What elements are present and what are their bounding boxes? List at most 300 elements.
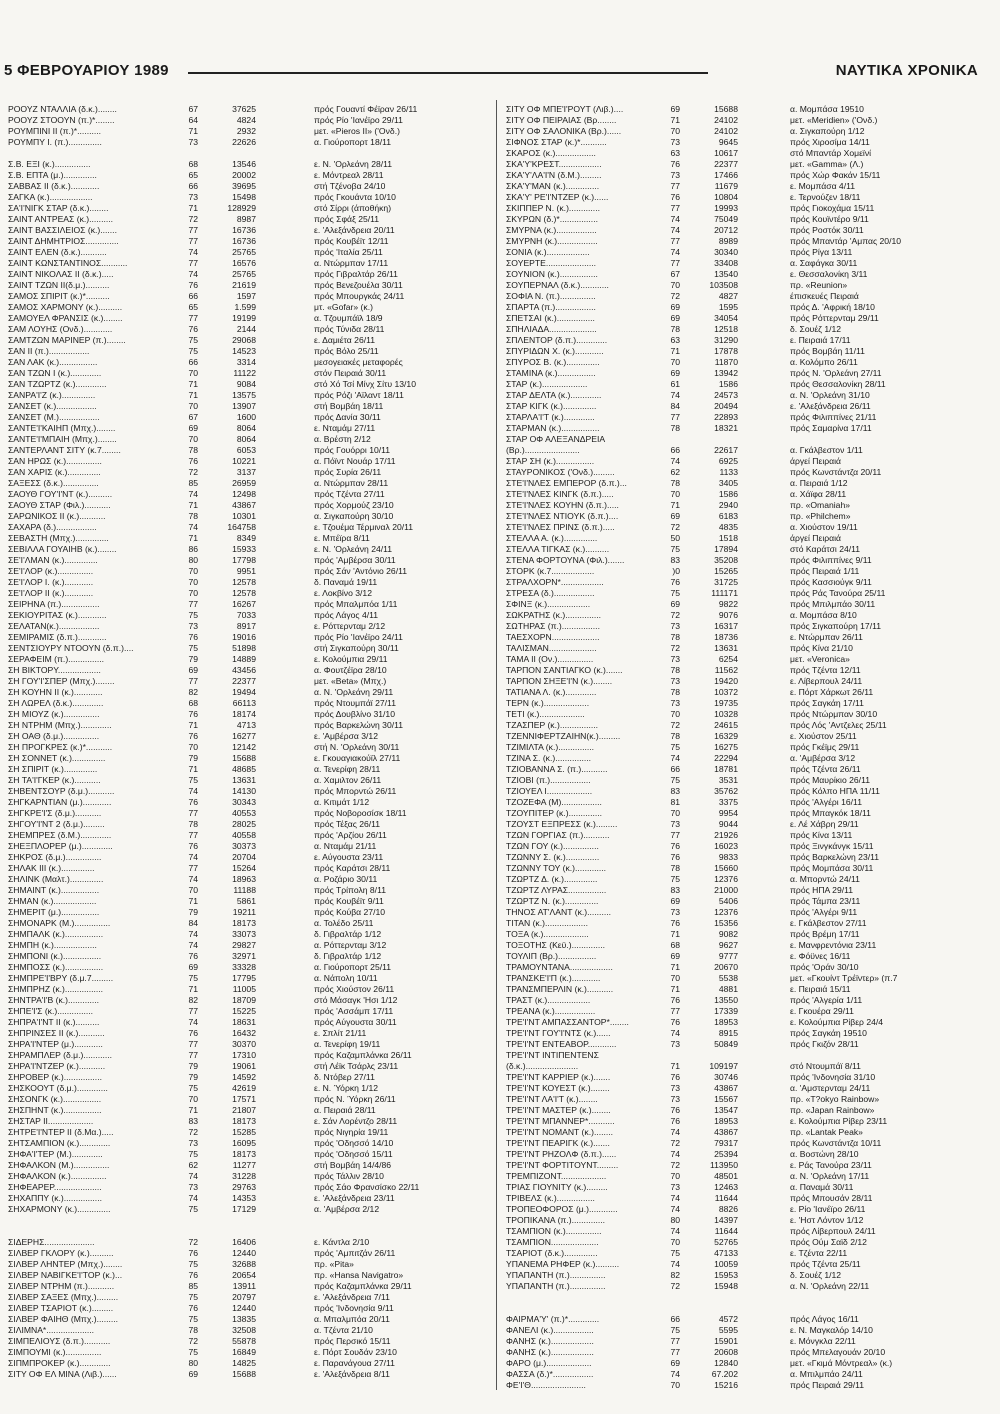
build-year: 74 — [670, 214, 680, 224]
build-year: 76 — [670, 1017, 680, 1027]
tonnage: 12518 — [714, 324, 738, 334]
tonnage: 22893 — [714, 412, 738, 422]
destination: πρός Μπαγκόκ 18/11 — [790, 808, 871, 818]
ship-row — [506, 841, 996, 852]
build-year: 73 — [670, 621, 680, 631]
ship-row — [506, 170, 996, 181]
tonnage: 20654 — [232, 1270, 256, 1280]
tonnage: 16406 — [232, 1237, 256, 1247]
destination: ε. Γκουαγιακούϊλ 27/11 — [314, 753, 401, 763]
ship-name: ΤΡΑΝΣΜΠΕΡΛΙΝ (κ.)........... — [506, 984, 614, 994]
ship-row — [8, 588, 488, 599]
tonnage: 11644 — [714, 1226, 738, 1236]
build-year: 73 — [188, 137, 198, 147]
ship-row — [8, 423, 488, 434]
ship-row — [8, 324, 488, 335]
tonnage: 8915 — [718, 1028, 738, 1038]
destination: μετ. «Meridien» ('Ονδ.) — [790, 115, 878, 125]
tonnage: 9645 — [718, 137, 738, 147]
ship-row — [8, 390, 488, 401]
ship-name: ΣΕΙΡΗΝΑ (π.)................ — [8, 599, 100, 609]
ship-name: ΣΟΥΠΕΡΝΑΛ (δ.κ.)............ — [506, 280, 609, 290]
build-year: 78 — [670, 423, 680, 433]
destination: πρός 'Αλγέρι 9/11 — [790, 907, 858, 917]
build-year: 75 — [188, 1204, 198, 1214]
destination: στή Βομβάη 14/4/86 — [314, 1160, 392, 1170]
tonnage: 35208 — [714, 555, 738, 565]
ship-row — [8, 995, 488, 1006]
build-year: 71 — [188, 896, 198, 906]
tonnage: 15688 — [232, 753, 256, 763]
build-year: 65 — [188, 302, 198, 312]
ship-name: ΣΑΝΤΕΡΛΑΝΤ ΣΙΤΥ (κ.7........ — [8, 445, 121, 455]
ship-row — [506, 1105, 996, 1116]
ship-name: ΣΙΛΒΕΡ ΤΣΑΡΙΟΤ (κ.)......... — [8, 1303, 114, 1313]
ship-name: ΤΖΩΝΝΥ ΤΟΥ (κ.)............. — [506, 863, 607, 873]
ship-name: ΣΕ'Ι'ΛΜΑΝ (κ.).............. — [8, 555, 98, 565]
destination: πρός Λίβερπουλ 24/11 — [790, 1226, 876, 1236]
tonnage: 14353 — [232, 1193, 256, 1203]
ship-row — [8, 1127, 488, 1138]
build-year: 74 — [670, 1259, 680, 1269]
ship-name: ΣΠΛΕΝΤΟΡ (δ.π.)............. — [506, 335, 608, 345]
tonnage: 18953 — [714, 1116, 738, 1126]
build-year: 77 — [670, 830, 680, 840]
ship-row — [8, 907, 488, 918]
ship-row — [506, 962, 996, 973]
ship-row — [506, 1028, 996, 1039]
destination: ε. Νταμάμ 27/11 — [314, 423, 376, 433]
build-year: 69 — [188, 1369, 198, 1379]
ship-row — [8, 951, 488, 962]
ship-row — [506, 511, 996, 522]
ship-row — [8, 467, 488, 478]
build-year: 78 — [670, 632, 680, 642]
ship-row — [8, 841, 488, 852]
section-spacer — [8, 148, 488, 159]
destination: ε. Τερνούζεν 18/11 — [790, 192, 861, 202]
ship-name: ΤΡΕ'Ι'ΝΤ ΕΝΤΕΑΒΟΡ............ — [506, 1039, 617, 1049]
tonnage: 51898 — [232, 643, 256, 653]
destination: ε. Πόρτ Σουδάν 23/10 — [314, 1347, 397, 1357]
ship-row — [506, 863, 996, 874]
tonnage: 42619 — [232, 1083, 256, 1093]
build-year: 75 — [188, 1149, 198, 1159]
build-year: 73 — [670, 907, 680, 917]
ship-row — [506, 775, 996, 786]
tonnage: 22377 — [714, 159, 738, 169]
ship-name: ΤΖΙΟΒΑΝΝΑ Σ. (π.)........... — [506, 764, 608, 774]
ship-name: ΣΑΙΝΤ ΚΩΝΣΤΑΝΤΙΝΟΣ........... — [8, 258, 128, 268]
tonnage: 18173 — [232, 1149, 256, 1159]
destination: πρός Νοβοροσίσκ 18/11 — [314, 808, 407, 818]
ship-row — [8, 1072, 488, 1083]
ship-row — [8, 478, 488, 489]
build-year: 77 — [188, 830, 198, 840]
build-year: 65 — [188, 170, 198, 180]
build-year: 76 — [188, 632, 198, 642]
ship-name: ΣΑΝ ΛΑΚ (κ.)................ — [8, 357, 98, 367]
ship-name: ΤΡΕ'Ι'ΝΤ ΦΟΡΤΙΤΟΥΝΤ......... — [506, 1160, 619, 1170]
ship-row — [506, 786, 996, 797]
tonnage: 2144 — [236, 324, 256, 334]
ship-row — [506, 654, 996, 665]
tonnage: 22626 — [232, 137, 256, 147]
tonnage: 13835 — [232, 1314, 256, 1324]
tonnage: 9627 — [718, 940, 738, 950]
tonnage: 25394 — [714, 1149, 738, 1159]
build-year: 70 — [670, 709, 680, 719]
destination: α. Τζουμπάϊλ 18/9 — [314, 313, 383, 323]
build-year: 66 — [188, 291, 198, 301]
destination: πρός Κουβέϊτ 12/11 — [314, 236, 389, 246]
ship-row — [506, 390, 996, 401]
destination: ε. Πειραιά 17/11 — [790, 335, 851, 345]
ship-name: ΣΑΝΣΕΤ (Μ.)................. — [8, 412, 100, 422]
destination: πρός Ροστόκ 30/11 — [790, 225, 864, 235]
ship-row — [8, 236, 488, 247]
build-year: 69 — [670, 896, 680, 906]
build-year: 70 — [670, 973, 680, 983]
tonnage: 30373 — [232, 841, 256, 851]
destination: πρός Συρία 26/11 — [314, 467, 382, 477]
ship-row — [8, 775, 488, 786]
tonnage: 13546 — [232, 159, 256, 169]
tonnage: 39695 — [232, 181, 256, 191]
destination: ε. Σάν Λορέντζο 28/11 — [314, 1116, 398, 1126]
destination: α. Γιούροπορτ 18/11 — [314, 137, 392, 147]
build-year: 77 — [188, 1006, 198, 1016]
destination: στό Χό Τσί Μίνχ Σίτυ 13/10 — [314, 379, 416, 389]
ship-name: ΣΟΥΝΙΟΝ (κ.)................ — [506, 269, 598, 279]
ship-row — [506, 1061, 996, 1072]
ship-row — [8, 1083, 488, 1094]
tonnage: 16576 — [232, 258, 256, 268]
build-year: 73 — [670, 698, 680, 708]
ship-name: ΦΑΝΗΣ (κ.).................. — [506, 1347, 594, 1357]
ship-row — [506, 1215, 996, 1226]
ship-row — [506, 731, 996, 742]
tonnage: 10328 — [714, 709, 738, 719]
tonnage: 30370 — [232, 1039, 256, 1049]
destination: δ. Σουέζ 1/12 — [790, 1270, 842, 1280]
tonnage: 19199 — [232, 313, 256, 323]
ship-row — [506, 1248, 996, 1259]
build-year: 67 — [188, 412, 198, 422]
tonnage: 1595 — [718, 302, 738, 312]
build-year: 76 — [670, 192, 680, 202]
destination: ε. Πειραιά 15/11 — [790, 984, 851, 994]
ship-name: ΣΕ'Ι'ΛΟΡ (κ.)............... — [8, 566, 94, 576]
tonnage: 17129 — [232, 1204, 256, 1214]
build-year: 74 — [188, 929, 198, 939]
ship-name: ΣΤΕ'Ι'ΝΛΕΣ ΚΙΝΓΚ (δ.π.)..... — [506, 489, 614, 499]
tonnage: 164758 — [227, 522, 256, 532]
build-year: 72 — [670, 522, 680, 532]
ship-name: ΤΙΤΑΝ (κ.).................. — [506, 918, 588, 928]
tonnage: 18963 — [232, 874, 256, 884]
destination: πρός 'Αμβέρσα 30/11 — [314, 555, 396, 565]
destination: πρός Σάο Φρανσίσκο 22/11 — [314, 1182, 420, 1192]
tonnage: 128929 — [227, 203, 256, 213]
build-year: 77 — [188, 1050, 198, 1060]
ship-row — [506, 181, 996, 192]
destination: ε. Μόνγκλα 22/11 — [790, 1336, 856, 1346]
destination: ε. Σπλίτ 21/11 — [314, 1028, 367, 1038]
destination: δ. Σουέζ 1/12 — [790, 324, 842, 334]
build-year: 69 — [670, 368, 680, 378]
destination: πρός Μαυρίκιο 26/11 — [790, 775, 870, 785]
ship-name: ΣΗΠΡΙΝΣΕΣ II (κ.)........... — [8, 1028, 105, 1038]
tonnage: 21926 — [714, 830, 738, 840]
ship-name: ΣΑΞΕΣΣ (δ.κ.)............... — [8, 478, 99, 488]
tonnage: 8987 — [236, 214, 256, 224]
build-year: 66 — [670, 764, 680, 774]
build-year: 75 — [670, 588, 680, 598]
ship-row — [8, 918, 488, 929]
build-year: 74 — [188, 1017, 198, 1027]
ship-row — [8, 1149, 488, 1160]
build-year: 73 — [670, 1083, 680, 1093]
build-year: 79 — [188, 1061, 198, 1071]
destination: πρός Ούμ Σαϊδ 2/12 — [790, 1237, 867, 1247]
tonnage: 6053 — [236, 445, 256, 455]
ship-row — [8, 665, 488, 676]
ship-name: ΤΗΝΟΣ ΑΤ'ΛΑΝΤ (κ.).......... — [506, 907, 611, 917]
destination: στό Μπαντάρ Χομεϊνί — [790, 148, 872, 158]
build-year: 77 — [670, 236, 680, 246]
build-year: 71 — [188, 500, 198, 510]
ship-name: ΣΑΧΑΡΑ (δ.)................. — [8, 522, 97, 532]
ship-name: ΤΣΑΜΠΙΟΝ (κ.)............... — [506, 1226, 602, 1236]
section-spacer — [506, 1303, 996, 1314]
ship-row — [8, 170, 488, 181]
ship-name: ΣΗΜΑΝ (κ.).................. — [8, 896, 97, 906]
tonnage: 35762 — [714, 786, 738, 796]
tonnage: 19735 — [714, 698, 738, 708]
destination: πρός Σαγκάη 19510 — [790, 1028, 867, 1038]
destination: α. Βρέστη 2/12 — [314, 434, 371, 444]
destination: ε. 'Ηστ Λόντον 1/12 — [790, 1215, 864, 1225]
tonnage: 11870 — [714, 357, 738, 367]
tonnage: 16095 — [232, 1138, 256, 1148]
ship-row — [8, 566, 488, 577]
destination: πρός Βενεζουέλα 30/11 — [314, 280, 403, 290]
tonnage: 12440 — [232, 1303, 256, 1313]
destination: πρός Μπουργκάς 24/11 — [314, 291, 405, 301]
build-year: 72 — [188, 1336, 198, 1346]
ship-name: ΤΡΟΠΙΚΑΝΑ (π.).............. — [506, 1215, 606, 1225]
build-year: 74 — [670, 390, 680, 400]
ship-name: ΤΟΥΛΙΠ (Βρ.)................ — [506, 951, 597, 961]
ship-name: ΤΖΟΥΠΙΤΕΡ (κ.).............. — [506, 808, 603, 818]
destination: ε. 'Αλεξάνδρεια 23/11 — [314, 1193, 395, 1203]
ship-name: ΤΑΛΙΣΜΑΝ.................... — [506, 643, 597, 653]
tonnage: 113950 — [709, 1160, 738, 1170]
destination: πρός Βόλο 25/11 — [314, 346, 379, 356]
tonnage: 7033 — [236, 610, 256, 620]
ship-row — [506, 1138, 996, 1149]
tonnage: 9076 — [718, 610, 738, 620]
build-year: 72 — [188, 214, 198, 224]
build-year: 73 — [670, 1182, 680, 1192]
tonnage: 12376 — [714, 874, 738, 884]
build-year: 63 — [670, 148, 680, 158]
ship-name: ΣΑΓΚΑ (κ.).................. — [8, 192, 93, 202]
ship-row — [8, 511, 488, 522]
ship-row — [506, 797, 996, 808]
build-year: 76 — [188, 1248, 198, 1258]
ship-row — [506, 951, 996, 962]
ship-name: ΣΗΦΑΛΚΟΝ (Μ.)............... — [8, 1160, 110, 1170]
build-year: 64 — [188, 115, 198, 125]
tonnage: 20797 — [232, 1292, 256, 1302]
build-year: 69 — [670, 302, 680, 312]
ship-name: ΣΗ ΝΤΡΗΜ (Μπχ.)............. — [8, 720, 112, 730]
ship-name: ΤΟΞΑ (κ.)................... — [506, 929, 589, 939]
tonnage: 9954 — [718, 808, 738, 818]
build-year: 76 — [670, 1116, 680, 1126]
build-year: 83 — [670, 786, 680, 796]
ship-row — [506, 335, 996, 346]
tonnage: 17894 — [714, 544, 738, 554]
ship-name: ΣΤΡΕΣΑ (δ.)................. — [506, 588, 595, 598]
tonnage: 10301 — [232, 511, 256, 521]
ship-name: ΣΗΒΕΝΤΣΟΥΡ (δ.μ.)........... — [8, 786, 115, 796]
ship-row — [8, 1193, 488, 1204]
build-year: 77 — [670, 258, 680, 268]
build-year: 84 — [670, 401, 680, 411]
tonnage: 109197 — [709, 1061, 738, 1071]
tonnage: 15216 — [714, 1380, 738, 1390]
ship-name: ΤΑΡΠΟΝ ΣΗΞΕ'Ι'Ν (κ.)........ — [506, 676, 613, 686]
tonnage: 3137 — [236, 467, 256, 477]
destination: ε. Δαμιέτα 26/11 — [314, 335, 376, 345]
tonnage: 11005 — [232, 984, 256, 994]
destination: πρός Γουαντί Φέϊραν 26/11 — [314, 104, 418, 114]
tonnage: 15688 — [714, 104, 738, 114]
ship-name: ΣΑΜ ΛΟΥΗΣ (Ονδ.)............ — [8, 324, 113, 334]
build-year: 74 — [670, 1149, 680, 1159]
build-year: 70 — [188, 434, 198, 444]
destination: πρός Περσικό 15/11 — [314, 1336, 391, 1346]
build-year: 76 — [188, 951, 198, 961]
build-year: 70 — [188, 1094, 198, 1104]
ship-row — [506, 808, 996, 819]
build-year: 72 — [670, 720, 680, 730]
build-year: 74 — [188, 1171, 198, 1181]
ship-row — [506, 764, 996, 775]
tonnage: 43867 — [714, 1127, 738, 1137]
build-year: 78 — [188, 511, 198, 521]
ship-name: ΣΤΕ'Ι'ΝΛΕΣ ΠΡΙΝΣ (δ.π.)..... — [506, 522, 615, 532]
ship-row — [506, 610, 996, 621]
tonnage: 16275 — [714, 742, 738, 752]
build-year: 76 — [188, 1270, 198, 1280]
destination: πρός Φιλιππίνες 9/11 — [790, 555, 872, 565]
destination: πρός Γκιζόν 28/11 — [790, 1039, 859, 1049]
destination: πρός Βαρκελώνη 23/11 — [790, 852, 880, 862]
destination: α. Τενερίφη 19/11 — [314, 1039, 381, 1049]
ship-name: ΣΗΜΕΡΙΤ (μ.)................ — [8, 907, 100, 917]
build-year: 71 — [188, 126, 198, 136]
tonnage: 11277 — [232, 1160, 256, 1170]
tonnage: 14397 — [714, 1215, 738, 1225]
ship-row — [506, 1358, 996, 1369]
ship-name: ΤΡΟΠΕΟΦΟΡΟΣ (μ.)............ — [506, 1204, 618, 1214]
tonnage: 1600 — [236, 412, 256, 422]
tonnage: 12440 — [232, 1248, 256, 1258]
build-year: 70 — [670, 1171, 680, 1181]
ship-row — [506, 126, 996, 137]
tonnage: 32971 — [232, 951, 256, 961]
ship-row — [8, 368, 488, 379]
tonnage: 8064 — [236, 423, 256, 433]
ship-row — [506, 313, 996, 324]
ship-name: ΤΖΩΡΤΖ Δ. (κ.).............. — [506, 874, 598, 884]
ship-name: ΣΤΑΡΜΑΝ (κ.)................ — [506, 423, 600, 433]
ship-row — [8, 896, 488, 907]
ship-name: ΣΗΦΑΛΚΟΝ (κ.)............... — [8, 1171, 107, 1181]
ship-name: ΣΩΤΗΡΑΣ (π.)................ — [506, 621, 600, 631]
ship-name: ΣΗ ΟΑΘ (δ.μ.)............... — [8, 731, 100, 741]
destination: α. Κολόμπο 26/11 — [790, 357, 858, 367]
tonnage: 8064 — [236, 434, 256, 444]
ship-row — [506, 434, 996, 445]
tonnage: 25765 — [232, 247, 256, 257]
ship-row — [8, 1237, 488, 1248]
ship-row — [8, 1006, 488, 1017]
build-year: 71 — [670, 1061, 680, 1071]
build-year: 71 — [188, 984, 198, 994]
build-year: 74 — [670, 1028, 680, 1038]
destination: στή Τζένοβα 24/10 — [314, 181, 386, 191]
build-year: 76 — [188, 1028, 198, 1038]
ship-name: ΣΗΓΚΡΕ'Ι'Σ (δ.μ.)........... — [8, 808, 102, 818]
destination: ε. Λέ Χάβρη 29/11 — [790, 819, 859, 829]
ship-row — [506, 1127, 996, 1138]
build-year: 77 — [670, 181, 680, 191]
ship-name: ΣΑΜΟΣ ΣΠΙΡΙΤ (κ.)*.......... — [8, 291, 110, 301]
tonnage: 4713 — [236, 720, 256, 730]
ship-row — [506, 940, 996, 951]
destination: α. Ντώρμπαν 28/11 — [314, 478, 389, 488]
destination: πρός Ρίγα 13/11 — [790, 247, 853, 257]
tonnage: 48501 — [714, 1171, 738, 1181]
tonnage: 19420 — [714, 676, 738, 686]
tonnage: 1586 — [718, 379, 738, 389]
ship-row — [8, 687, 488, 698]
destination: πρός Μομπάσα 30/11 — [790, 863, 874, 873]
ship-name: ΤΖΟΖΕΦΑ (Μ)................. — [506, 797, 602, 807]
build-year: 73 — [670, 137, 680, 147]
ship-name: ΤΖΩΝ ΓΟΡΓΙΑΣ (π.)........... — [506, 830, 610, 840]
destination: πρός Σφάξ 25/11 — [314, 214, 380, 224]
destination: πρός Γιοκοχάμα 15/11 — [790, 203, 875, 213]
ship-row — [8, 1369, 488, 1380]
ship-row — [8, 401, 488, 412]
ship-name: ΣΑΝ ΤΖΩΡΤΖ (κ.)............. — [8, 379, 107, 389]
ship-name: ΣΑΙΝΤ ΝΙΚΟΛΑΣ II (δ.κ.)..... — [8, 269, 114, 279]
ship-row — [8, 137, 488, 148]
ship-name: ΣΕ'Ι'ΛΟΡ II (κ.)............ — [8, 588, 94, 598]
tonnage: 15356 — [714, 918, 738, 928]
ship-row — [506, 346, 996, 357]
build-year: 75 — [670, 742, 680, 752]
destination: α. Μομπάσα 19510 — [790, 104, 864, 114]
destination: ε. Γκουέρα 29/11 — [790, 1006, 854, 1016]
ship-row — [506, 830, 996, 841]
